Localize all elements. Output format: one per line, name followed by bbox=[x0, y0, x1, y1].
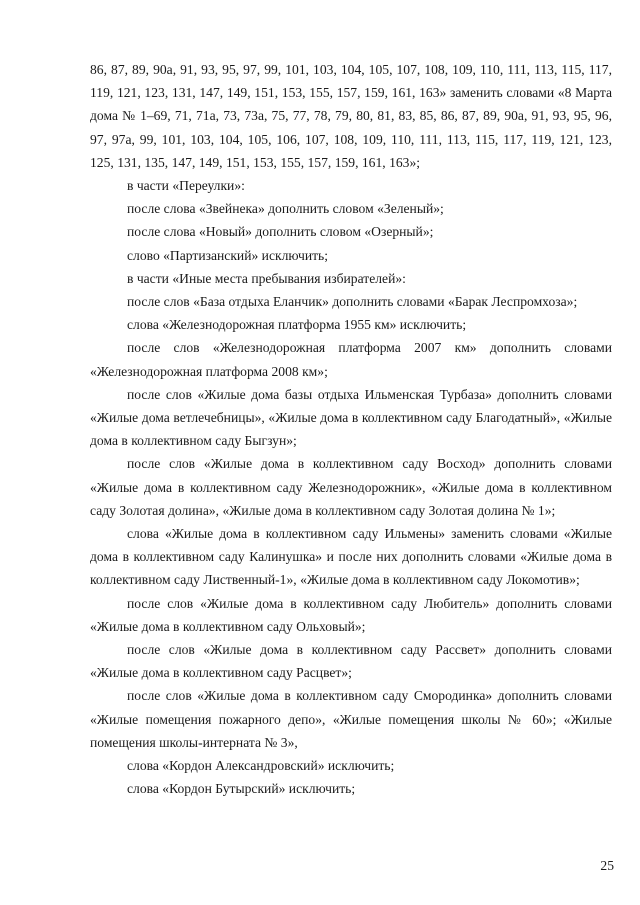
paragraph-ilmeny: слова «Жилые дома в коллективном саду Ильмены» заменить словами «Жилые дома в коллективном саду Калинушка» и после них дополнить словами «Жилые дома в коллективном саду Лиственный-1», «Жилые дома в коллективном саду Локомотив»; bbox=[90, 526, 612, 588]
paragraph-lanes-heading: в части «Переулки»: bbox=[127, 178, 245, 194]
paragraph-elanchik: после слов «База отдыха Еланчик» дополнить словами «Барак Леспромхоза»; bbox=[127, 294, 578, 310]
paragraph-platform-2007: после слов «Железнодорожная платформа 2007 км» дополнить словами «Железнодорожная платформа 2008 км»; bbox=[90, 340, 612, 379]
paragraph-smorodinka: после слов «Жилые дома в коллективном саду Смородинка» дополнить словами «Жилые помещения пожарного депо», «Жилые помещения школы № 60»; «Жилые помещения школы-интерната № 3», bbox=[90, 688, 612, 750]
page-number: 25 bbox=[600, 858, 614, 873]
paragraph-zveineka: после слова «Звейнека» дополнить словом «Зеленый»; bbox=[127, 201, 444, 217]
document-body bbox=[90, 58, 612, 801]
paragraph-voskhod: после слов «Жилые дома в коллективном саду Восход» дополнить словами «Жилые дома в коллективном саду Железнодорожник», «Жилые дома в коллективном саду Золотая долина», «Жилые дома в коллективном саду Золотая долина № 1»; bbox=[90, 456, 612, 518]
paragraph-house-list: 86, 87, 89, 90а, 91, 93, 95, 97, 99, 101, 103, 104, 105, 107, 108, 109, 110, 111, 113, 115, 117, 119, 121, 123, 131, 147, 149, 151, 153, 155, 157, 159, 161, 163» заменить словами «8 Марта дома № 1–69, 71, 71а, 73, 73а, 75, 77, 78, 79, 80, 81, 83, 85, 86, 87, 89, 90а, 91, 93, 95, 96, 97, 97а, 99, 101, 103, 104, 105, 106, 107, 108, 109, 110, 111, 113, 115, 117, 119, 121, 123, 125, 131, 135, 147, 149, 151, 153, 155, 157, 159, 161, 163»; bbox=[90, 62, 612, 170]
paragraph-kordon-butyrskiy: слова «Кордон Бутырский» исключить; bbox=[127, 781, 356, 797]
paragraph-lyubitel: после слов «Жилые дома в коллективном саду Любитель» дополнить словами «Жилые дома в коллективном саду Ольховый»; bbox=[90, 595, 612, 634]
paragraph-platform-1955: слова «Железнодорожная платформа 1955 км» исключить; bbox=[127, 317, 467, 333]
paragraph-rassvet: после слов «Жилые дома в коллективном саду Рассвет» дополнить словами «Жилые дома в коллективном саду Расцвет»; bbox=[90, 642, 612, 681]
paragraph-kordon-aleksandrovskiy: слова «Кордон Александровский» исключить; bbox=[127, 758, 395, 774]
paragraph-other-places-heading: в части «Иные места пребывания избирателей»: bbox=[127, 270, 406, 286]
paragraph-ilmenskaya-turbaza: после слов «Жилые дома базы отдыха Ильменская Турбаза» дополнить словами «Жилые дома ветлечебницы», «Жилые дома в коллективном саду Благодатный», «Жилые дома в коллективном саду Быгзун»; bbox=[90, 386, 612, 449]
paragraph-novyi: после слова «Новый» дополнить словом «Озерный»; bbox=[127, 224, 434, 240]
paragraph-partizanskiy: слово «Партизанский» исключить; bbox=[127, 247, 329, 263]
